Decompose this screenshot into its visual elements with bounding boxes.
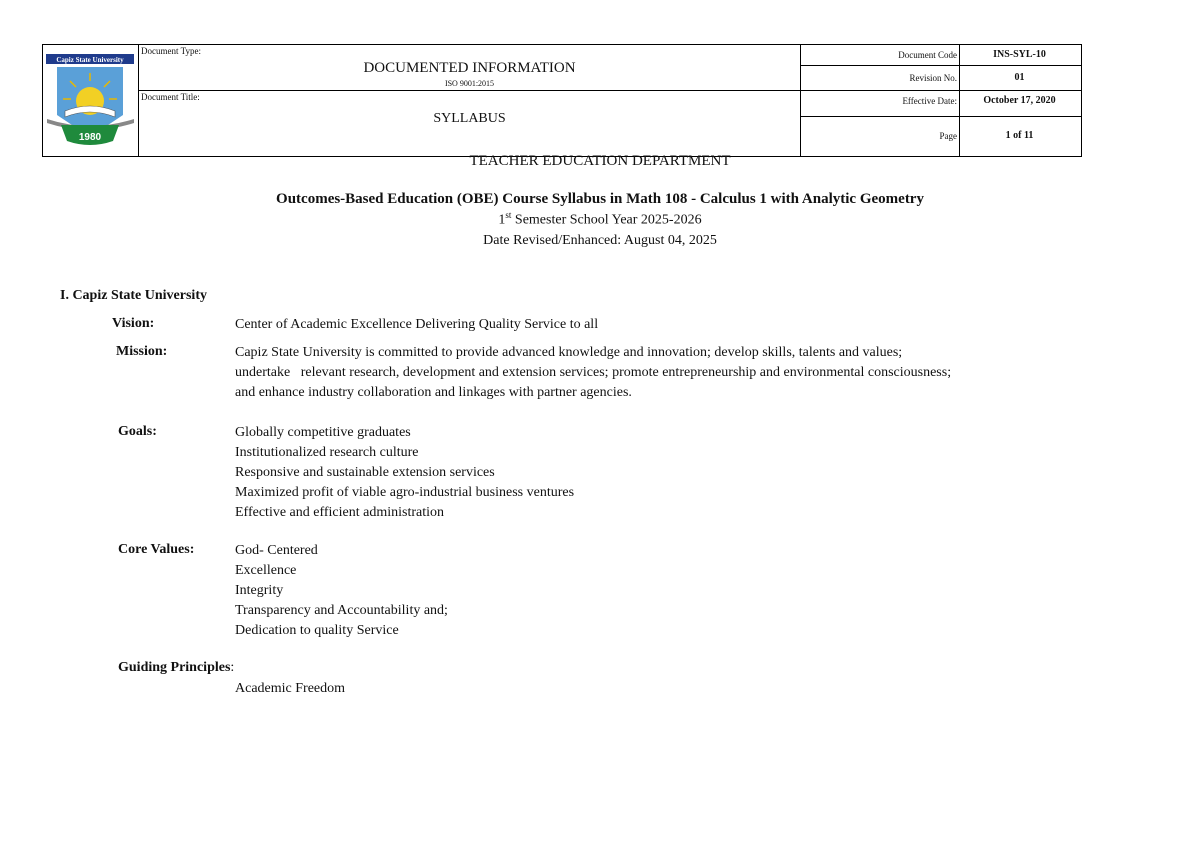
vision-text bbox=[235, 315, 598, 335]
logo-text: Capiz State University bbox=[56, 56, 124, 64]
mission-line: Capiz State University is committed to provide advanced knowledge and innovation; develop skills, talents and values; bbox=[235, 345, 903, 360]
revision-label: Revision No. bbox=[909, 73, 957, 83]
department-heading: TEACHER EDUCATION DEPARTMENT bbox=[469, 153, 731, 169]
vision-line: Center of Academic Excellence Delivering Quality Service to all bbox=[235, 317, 599, 332]
document-code-label-cell bbox=[801, 45, 960, 66]
core-values-list bbox=[235, 541, 448, 641]
goals-list bbox=[235, 423, 574, 523]
document-title-value: SYLLABUS bbox=[433, 111, 506, 126]
goal-item: Responsive and sustainable extension services bbox=[235, 465, 495, 480]
revision-value-cell bbox=[960, 66, 1082, 91]
semester-rest: Semester School Year 2025-2026 bbox=[511, 212, 702, 228]
mission-label: Mission: bbox=[116, 344, 168, 359]
core-value-item: God- Centered bbox=[235, 543, 318, 558]
core-values-label: Core Values: bbox=[118, 542, 195, 557]
vision-label: Vision: bbox=[112, 316, 155, 331]
goals-label: Goals: bbox=[118, 424, 157, 439]
document-title-cell bbox=[139, 91, 801, 157]
document-type-value: DOCUMENTED INFORMATION bbox=[363, 60, 576, 76]
goal-item: Maximized profit of viable agro-industrial business ventures bbox=[235, 485, 575, 500]
guiding-principles-colon: : bbox=[230, 660, 235, 675]
guiding-principles-list bbox=[235, 679, 345, 699]
effective-date-value-cell bbox=[960, 91, 1082, 117]
document-header-table bbox=[42, 44, 1082, 157]
page-label-cell bbox=[801, 117, 960, 157]
document-type-label: Document Type: bbox=[141, 46, 201, 56]
goal-item: Institutionalized research culture bbox=[235, 445, 419, 460]
revision-value: 01 bbox=[1014, 72, 1025, 83]
goal-item: Effective and efficient administration bbox=[235, 505, 445, 520]
page-value-cell bbox=[960, 117, 1082, 157]
document-code-value: INS-SYL-10 bbox=[993, 49, 1046, 60]
guiding-principles-heading bbox=[118, 660, 234, 676]
semester-ordinal: 1 bbox=[498, 212, 506, 228]
semester-suffix: st bbox=[505, 210, 512, 220]
core-value-item: Integrity bbox=[235, 583, 284, 598]
document-code-label: Document Code bbox=[898, 50, 957, 60]
course-title: Outcomes-Based Education (OBE) Course Syllabus in Math 108 - Calculus 1 with Analytic Geometry bbox=[276, 191, 924, 207]
effective-date-label: Effective Date: bbox=[902, 96, 957, 106]
guiding-principle-item: Academic Freedom bbox=[235, 681, 346, 696]
document-title-label: Document Title: bbox=[141, 92, 200, 102]
section-heading: I. Capiz State University bbox=[60, 288, 207, 303]
university-logo bbox=[43, 45, 138, 151]
guiding-principles-label: Guiding Principles bbox=[118, 660, 231, 675]
date-revised: Date Revised/Enhanced: August 04, 2025 bbox=[483, 233, 717, 248]
goal-item: Globally competitive graduates bbox=[235, 425, 411, 440]
effective-date-label-cell bbox=[801, 91, 960, 117]
core-value-item: Excellence bbox=[235, 563, 297, 578]
page-value: 1 of 11 bbox=[1005, 130, 1034, 141]
mission-line: undertake relevant research, development and extension services; promote entrepreneurship and environmental consciousness; bbox=[235, 365, 952, 380]
logo-year: 1980 bbox=[78, 132, 102, 143]
mission-text bbox=[235, 343, 951, 403]
page-label: Page bbox=[939, 131, 957, 141]
core-value-item: Dedication to quality Service bbox=[235, 623, 399, 638]
document-type-cell bbox=[139, 45, 801, 91]
logo-cell bbox=[43, 45, 139, 157]
semester-line bbox=[0, 210, 1200, 229]
revision-label-cell bbox=[801, 66, 960, 91]
effective-date-value: October 17, 2020 bbox=[983, 95, 1056, 106]
core-value-item: Transparency and Accountability and; bbox=[235, 603, 448, 618]
document-code-value-cell bbox=[960, 45, 1082, 66]
iso-standard: ISO 9001:2015 bbox=[444, 79, 495, 88]
mission-line: and enhance industry collaboration and linkages with partner agencies. bbox=[235, 385, 632, 400]
